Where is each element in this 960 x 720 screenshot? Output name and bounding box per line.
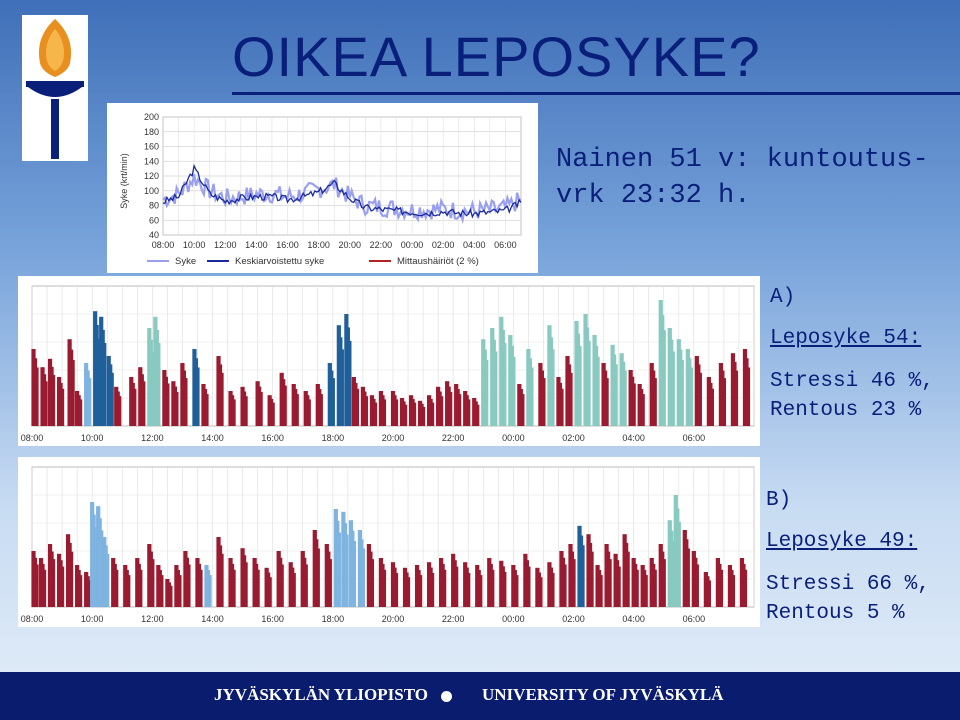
chart-b-x-tick-label: 06:00 [682, 614, 706, 624]
chart-a-bar [680, 360, 684, 426]
chart-b-bar [243, 562, 247, 607]
hr-x-tick-label: 20:00 [338, 240, 362, 250]
chart-b-bar [430, 573, 434, 607]
chart-a-bar [520, 394, 524, 426]
chart-a-bar [165, 383, 169, 426]
panel-a-relax: Rentous 23 % [770, 399, 922, 422]
hr-y-tick-label: 120 [143, 171, 159, 181]
chart-a-bar [71, 360, 75, 426]
chart-a-x-tick-label: 04:00 [622, 433, 645, 443]
chart-a-bar [541, 378, 545, 426]
chart-a-x-tick-label: 08:00 [20, 433, 44, 443]
chart-a-bar [457, 394, 461, 426]
chart-b-x-tick-label: 16:00 [261, 614, 284, 624]
chart-b-bar [478, 575, 482, 607]
chart-b-bar [361, 548, 365, 607]
chart-a-bar [586, 341, 590, 426]
chart-a-bar [132, 389, 136, 426]
chart-a-bar [295, 394, 299, 426]
chart-b-x-tick-label: 12:00 [141, 614, 164, 624]
chart-a-x-tick-label: 16:00 [261, 433, 284, 443]
chart-b-bar [316, 548, 320, 607]
chart-b-bar [370, 559, 374, 607]
chart-b-bar [114, 570, 118, 607]
hr-legend-label: Mittaushäiriöt (2 %) [397, 256, 479, 267]
chart-a-bar [595, 357, 599, 426]
chart-b-bar [256, 570, 260, 607]
subtitle [556, 142, 956, 214]
hr-x-tick-label: 16:00 [276, 240, 299, 250]
chart-b-bar [490, 570, 494, 607]
hr-x-tick-label: 08:00 [151, 240, 175, 250]
chart-a-bar [271, 403, 275, 426]
chart-a-bar [347, 341, 351, 426]
chart-b-bar [138, 570, 142, 607]
chart-b-bar [105, 554, 109, 607]
university-logo [22, 15, 88, 161]
hr-legend-label: Keskiarvoistettu syke [235, 256, 325, 267]
hr-y-tick-label: 180 [143, 126, 159, 137]
chart-b-bar [514, 575, 518, 607]
chart-b-bar [159, 575, 163, 607]
chart-a-bar [448, 392, 452, 426]
chart-a-bar [689, 367, 693, 426]
hr-y-tick-label: 80 [148, 200, 159, 211]
chart-a-bar [475, 405, 479, 426]
chart-b-bar [731, 575, 735, 607]
chart-a-bar [604, 378, 608, 426]
chart-b-bar [635, 570, 639, 607]
chart-b-bar [454, 567, 458, 607]
chart-a-bar [102, 343, 106, 426]
chart-b-bar [280, 564, 284, 607]
chart-b-bar [526, 567, 530, 607]
chart-b-bar [168, 586, 172, 607]
chart-b-bar [707, 580, 711, 607]
footer-bullet-icon [441, 691, 452, 702]
chart-b-panel [18, 457, 760, 627]
chart-b-bar [442, 570, 446, 607]
hr-x-tick-label: 14:00 [245, 240, 268, 250]
hr-grid [163, 117, 521, 235]
chart-a-bar [568, 373, 572, 426]
panel-a-labels [770, 283, 934, 425]
chart-b-bar [550, 573, 554, 607]
chart-b-bar [626, 552, 630, 607]
chart-b-bar [34, 564, 38, 607]
chart-a-bar [243, 396, 247, 426]
chart-b-bar [562, 564, 566, 607]
chart-a-bar [195, 367, 199, 426]
hr-x-ticks [152, 240, 517, 250]
chart-a-bar [662, 330, 666, 426]
hr-legend [147, 256, 479, 267]
chart-b-bar [292, 573, 296, 607]
chart-b-bar [60, 567, 64, 607]
chart-a-bar [141, 381, 145, 426]
chart-b-bar [177, 575, 181, 607]
chart-a-bar [734, 371, 738, 426]
chart-a-bar [746, 367, 750, 426]
chart-b-bar [328, 559, 332, 607]
chart-b-x-tick-label: 02:00 [562, 614, 585, 624]
slide-title: OIKEA LEPOSYKE? [232, 25, 761, 88]
chart-a-bar [623, 371, 627, 426]
chart-b-bar [394, 573, 398, 607]
chart-a-bar [355, 389, 359, 426]
chart-a-bar [632, 383, 636, 426]
chart-a-bar [511, 357, 515, 426]
chart-a-bar [307, 399, 311, 426]
chart-b-bar [617, 567, 621, 607]
hr-x-tick-label: 06:00 [494, 240, 517, 250]
chart-a-x-tick-label: 18:00 [321, 433, 345, 443]
chart-b-x-tick-label: 08:00 [20, 614, 44, 624]
chart-a-bar [319, 394, 323, 426]
chart-a-bar [364, 396, 368, 426]
chart-a-x-tick-label: 10:00 [80, 433, 104, 443]
chart-b-bar [719, 570, 723, 607]
chart-a-bar [671, 352, 675, 426]
chart-b-bar [418, 575, 422, 607]
chart-b-bar [662, 559, 666, 607]
hr-y-ticks [144, 112, 159, 240]
chart-b-x-tick-label: 00:00 [502, 614, 525, 624]
chart-a-bar [439, 396, 443, 426]
chart-b-bar [677, 522, 681, 607]
chart-a-bar [550, 349, 554, 426]
heart-rate-chart [107, 103, 538, 273]
panel-b-labels [766, 486, 930, 628]
hr-x-tick-label: 04:00 [463, 240, 486, 250]
hr-y-tick-label: 100 [143, 185, 159, 196]
chart-b-bar [186, 564, 190, 607]
footer-bar [0, 672, 960, 720]
chart-b-bar [743, 570, 747, 607]
chart-b-bar [268, 577, 272, 607]
chart-a-bar [204, 394, 208, 426]
chart-b-bar [644, 575, 648, 607]
chart-b-x-tick-label: 10:00 [80, 614, 104, 624]
chart-a-bar [412, 403, 416, 426]
chart-b-bar [198, 570, 202, 607]
panel-b-rest-hr: Leposyke 49: [766, 530, 918, 553]
chart-b-bar [207, 575, 211, 607]
chart-b-bar [502, 572, 506, 607]
chart-a-bar [722, 378, 726, 426]
hr-x-tick-label: 12:00 [213, 240, 237, 250]
chart-a-x-tick-label: 22:00 [441, 433, 465, 443]
chart-b-bar [231, 570, 235, 607]
chart-a-bar [78, 399, 82, 426]
chart-b-bar [42, 570, 46, 607]
chart-a-x-tick-label: 12:00 [141, 433, 164, 443]
panel-a-stress: Stressi 46 %, [770, 370, 934, 393]
chart-a-bar [110, 373, 114, 426]
chart-a-bar [614, 364, 618, 426]
footer-left-text: JYVÄSKYLÄN YLIOPISTO [214, 685, 428, 704]
chart-a-bar [394, 399, 398, 426]
chart-a-x-tick-label: 14:00 [201, 433, 224, 443]
chart-a-bar [493, 352, 497, 426]
chart-a-bar [502, 343, 506, 426]
chart-a-bar [466, 399, 470, 426]
chart-a-bar [484, 360, 488, 426]
chart-a-bar [577, 346, 581, 426]
chart-b-bar [580, 545, 584, 607]
chart-a-panel [18, 276, 760, 446]
chart-b-bar [150, 559, 154, 607]
chart-a-bar [51, 375, 55, 426]
chart-b-bar [352, 541, 356, 607]
hr-legend-label: Syke [175, 256, 197, 267]
chart-b-bar [538, 577, 542, 607]
hr-x-tick-label: 00:00 [400, 240, 424, 250]
chart-a-bar [156, 343, 160, 426]
chart-a-bar [559, 389, 563, 426]
chart-b-x-tick-label: 20:00 [381, 614, 405, 624]
chart-a-x-tick-label: 02:00 [562, 433, 585, 443]
chart-a-x-tick-label: 20:00 [381, 433, 405, 443]
chart-a-bar [710, 389, 714, 426]
chart-a-bar [403, 405, 407, 426]
panel-a-letter: A) [770, 286, 796, 309]
chart-b-bar [589, 552, 593, 607]
chart-a-bar [43, 381, 47, 426]
chart-a-x-ticks [21, 433, 705, 443]
chart-a [18, 276, 760, 446]
hr-y-tick-label: 200 [143, 112, 159, 122]
chart-a-bar [653, 378, 657, 426]
chart-b [18, 457, 760, 627]
chart-b-bar [466, 573, 470, 607]
chart-a-bar [259, 392, 263, 426]
chart-b-bar [607, 559, 611, 607]
chart-b-x-ticks [21, 614, 705, 624]
chart-a-bar [331, 378, 335, 426]
footer-right-text: UNIVERSITY OF JYVÄSKYLÄ [482, 685, 724, 704]
hr-y-tick-label: 140 [143, 156, 159, 167]
hr-x-tick-label: 02:00 [431, 240, 455, 250]
chart-a-bar [183, 378, 187, 426]
chart-a-bar [174, 392, 178, 426]
panel-a-rest-hr: Leposyke 54: [770, 327, 922, 350]
chart-a-bar [641, 394, 645, 426]
chart-b-bar [406, 577, 410, 607]
chart-b-bar [304, 564, 308, 607]
hr-y-tick-label: 60 [148, 215, 159, 226]
hr-y-tick-label: 160 [143, 141, 159, 152]
hr-x-tick-label: 22:00 [369, 240, 393, 250]
chart-b-bar [219, 554, 223, 607]
chart-b-bar [653, 570, 657, 607]
chart-b-bar [51, 559, 55, 607]
chart-a-bar [382, 399, 386, 426]
chart-b-bar [571, 559, 575, 607]
chart-b-x-tick-label: 18:00 [321, 614, 345, 624]
panel-b-relax: Rentous 5 % [766, 602, 905, 625]
chart-a-bar [373, 403, 377, 426]
hr-y-tick-label: 40 [148, 230, 159, 240]
panel-b-letter: B) [766, 489, 792, 512]
chart-a-bar [60, 389, 64, 426]
hr-x-tick-label: 18:00 [307, 240, 330, 250]
chart-b-bar [69, 552, 73, 607]
chart-a-bar [283, 386, 287, 426]
chart-b-bar [344, 535, 348, 607]
chart-b-x-tick-label: 04:00 [622, 614, 645, 624]
chart-a-bar [231, 399, 235, 426]
chart-b-bar [695, 564, 699, 607]
chart-a-bar [219, 373, 223, 426]
chart-b-x-tick-label: 22:00 [441, 614, 465, 624]
hr-y-axis-label: Syke (krt/min) [119, 153, 129, 209]
title-underline [232, 92, 960, 95]
chart-a-bar [117, 396, 121, 426]
subtitle-line-1: Nainen 51 v: kuntoutus- [556, 145, 929, 175]
chart-a-bar [529, 367, 533, 426]
heart-rate-chart-panel [107, 103, 538, 273]
chart-b-bar [686, 548, 690, 607]
chart-b-x-tick-label: 14:00 [201, 614, 224, 624]
chart-b-bar [382, 570, 386, 607]
chart-a-bar [430, 403, 434, 426]
hr-x-tick-label: 10:00 [182, 240, 206, 250]
chart-b-bar [337, 533, 341, 607]
chart-a-bar [34, 367, 38, 426]
chart-b-bar [126, 575, 130, 607]
panel-b-stress: Stressi 66 %, [766, 573, 930, 596]
chart-a-bar [698, 373, 702, 426]
chart-b-bar [78, 575, 82, 607]
chart-a-bar [421, 407, 425, 426]
chart-a-bar [340, 349, 344, 426]
chart-a-bar [87, 378, 91, 426]
subtitle-line-2: vrk 23:32 h. [556, 181, 751, 211]
chart-a-x-tick-label: 06:00 [682, 433, 706, 443]
chart-b-bar [598, 575, 602, 607]
chart-a-x-tick-label: 00:00 [502, 433, 525, 443]
